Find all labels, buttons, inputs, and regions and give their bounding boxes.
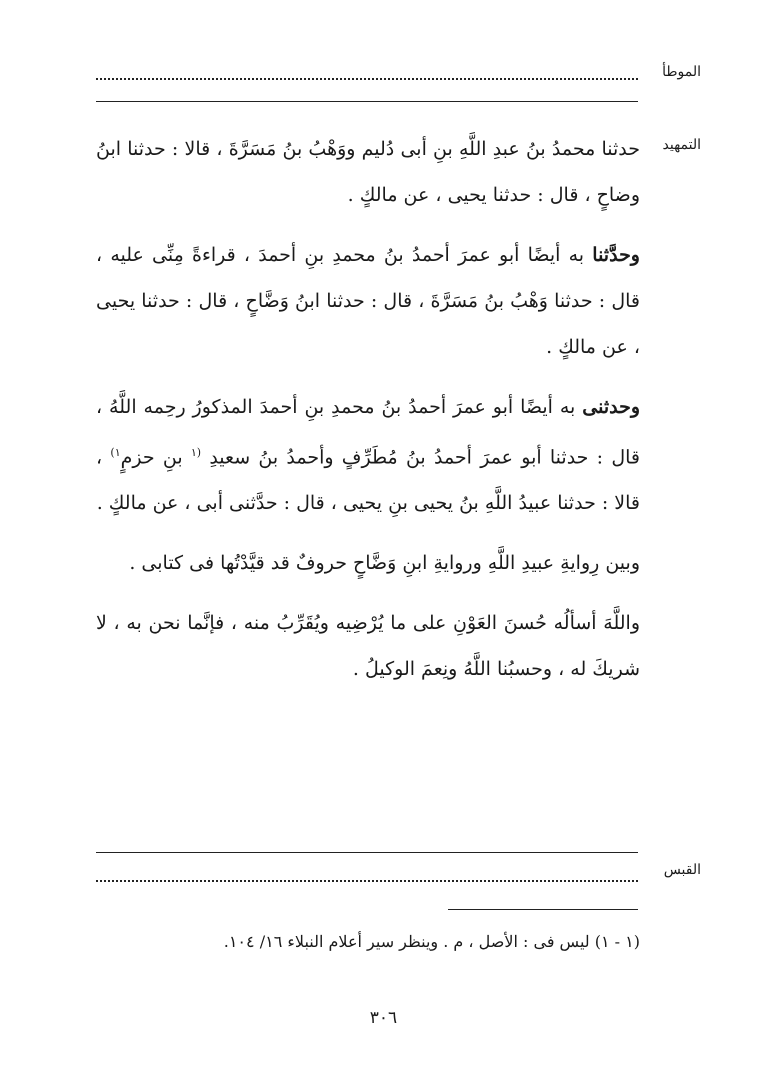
paragraph-text: به أيضًا أبو عمرَ أحمدُ بنُ محمدِ بنِ أحمدَ المذكورُ رحِمه اللَّهُ ، قال : حدثنا أبو عمرَ أحمدُ بنُ مُطَرِّفٍ وأحمدُ بنُ سعيدِ (96, 396, 641, 469)
paragraph-1 (96, 126, 640, 218)
footnote-separator (448, 909, 638, 910)
paragraph-text: حدثنا محمدُ بنُ عبدِ اللَّهِ بنِ أبى دُليم ووَهْبُ بنُ مَسَرَّةَ ، قالا : حدثنا ابنُ وضاحٍ ، قال : حدثنا يحيى ، عن مالكٍ . (96, 138, 640, 206)
paragraph-lead-word: وحدثنى (582, 396, 641, 418)
paragraph-2 (96, 232, 640, 370)
footnote-mark-open: (١ (190, 446, 202, 459)
paragraph-text: واللَّهَ أسألُه حُسنَ العَوْنِ على ما يُرْضِيه ويُقَرِّبُ منه ، فإنَّما نحن به ، لا شريكَ له ، وحسبُنا اللَّهُ ونِعمَ الوكيلُ . (96, 612, 640, 681)
paragraph-3 (96, 384, 640, 526)
footnote-mark-close: ١) (110, 446, 121, 459)
paragraph-text: ، قالا : حدثنا عبيدُ اللَّهِ بنُ يحيى بنِ يحيى ، قال : حدَّثنى أبى ، عن مالكٍ . (96, 446, 640, 515)
paragraph-4 (96, 540, 640, 586)
paragraph-text: وبين رِوايةِ عبيدِ اللَّهِ وروايةِ ابنِ وَضَّاحٍ حروفٌ قد قيَّدْتُها فى كتابى . (129, 552, 640, 575)
paragraph-5 (96, 600, 640, 692)
lower-dotted-rule (96, 880, 638, 882)
paragraph-text: به أيضًا أبو عمرَ أحمدُ بنُ محمدِ بنِ أحمدَ ، قراءةً مِنِّى عليه ، قال : حدثنا وَهْبُ بنُ مَسَرَّةَ ، قال : حدثنا ابنُ وَضَّاحٍ ، قال : حدثنا يحيى ، عن مالكٍ . (96, 244, 640, 358)
paragraph-lead-word: وحدَّثنا (592, 244, 640, 266)
lower-rule (96, 852, 638, 853)
footnote-marked-text: بنِ حزمٍ (120, 446, 191, 469)
section-label-qabas: القبس (663, 862, 701, 878)
header-dotted-rule (96, 78, 638, 80)
main-text (96, 126, 640, 706)
section-label-tamhid: التمهيد (662, 137, 701, 153)
footnote: (١ - ١) ليس فى : الأصل ، م . وينظر سير أعلام النبلاء ١٦/ ١٠٤. (223, 932, 640, 951)
page-number: ٣٠٦ (369, 1008, 398, 1028)
running-head: الموطأ (662, 64, 701, 80)
header-rule (96, 101, 638, 102)
